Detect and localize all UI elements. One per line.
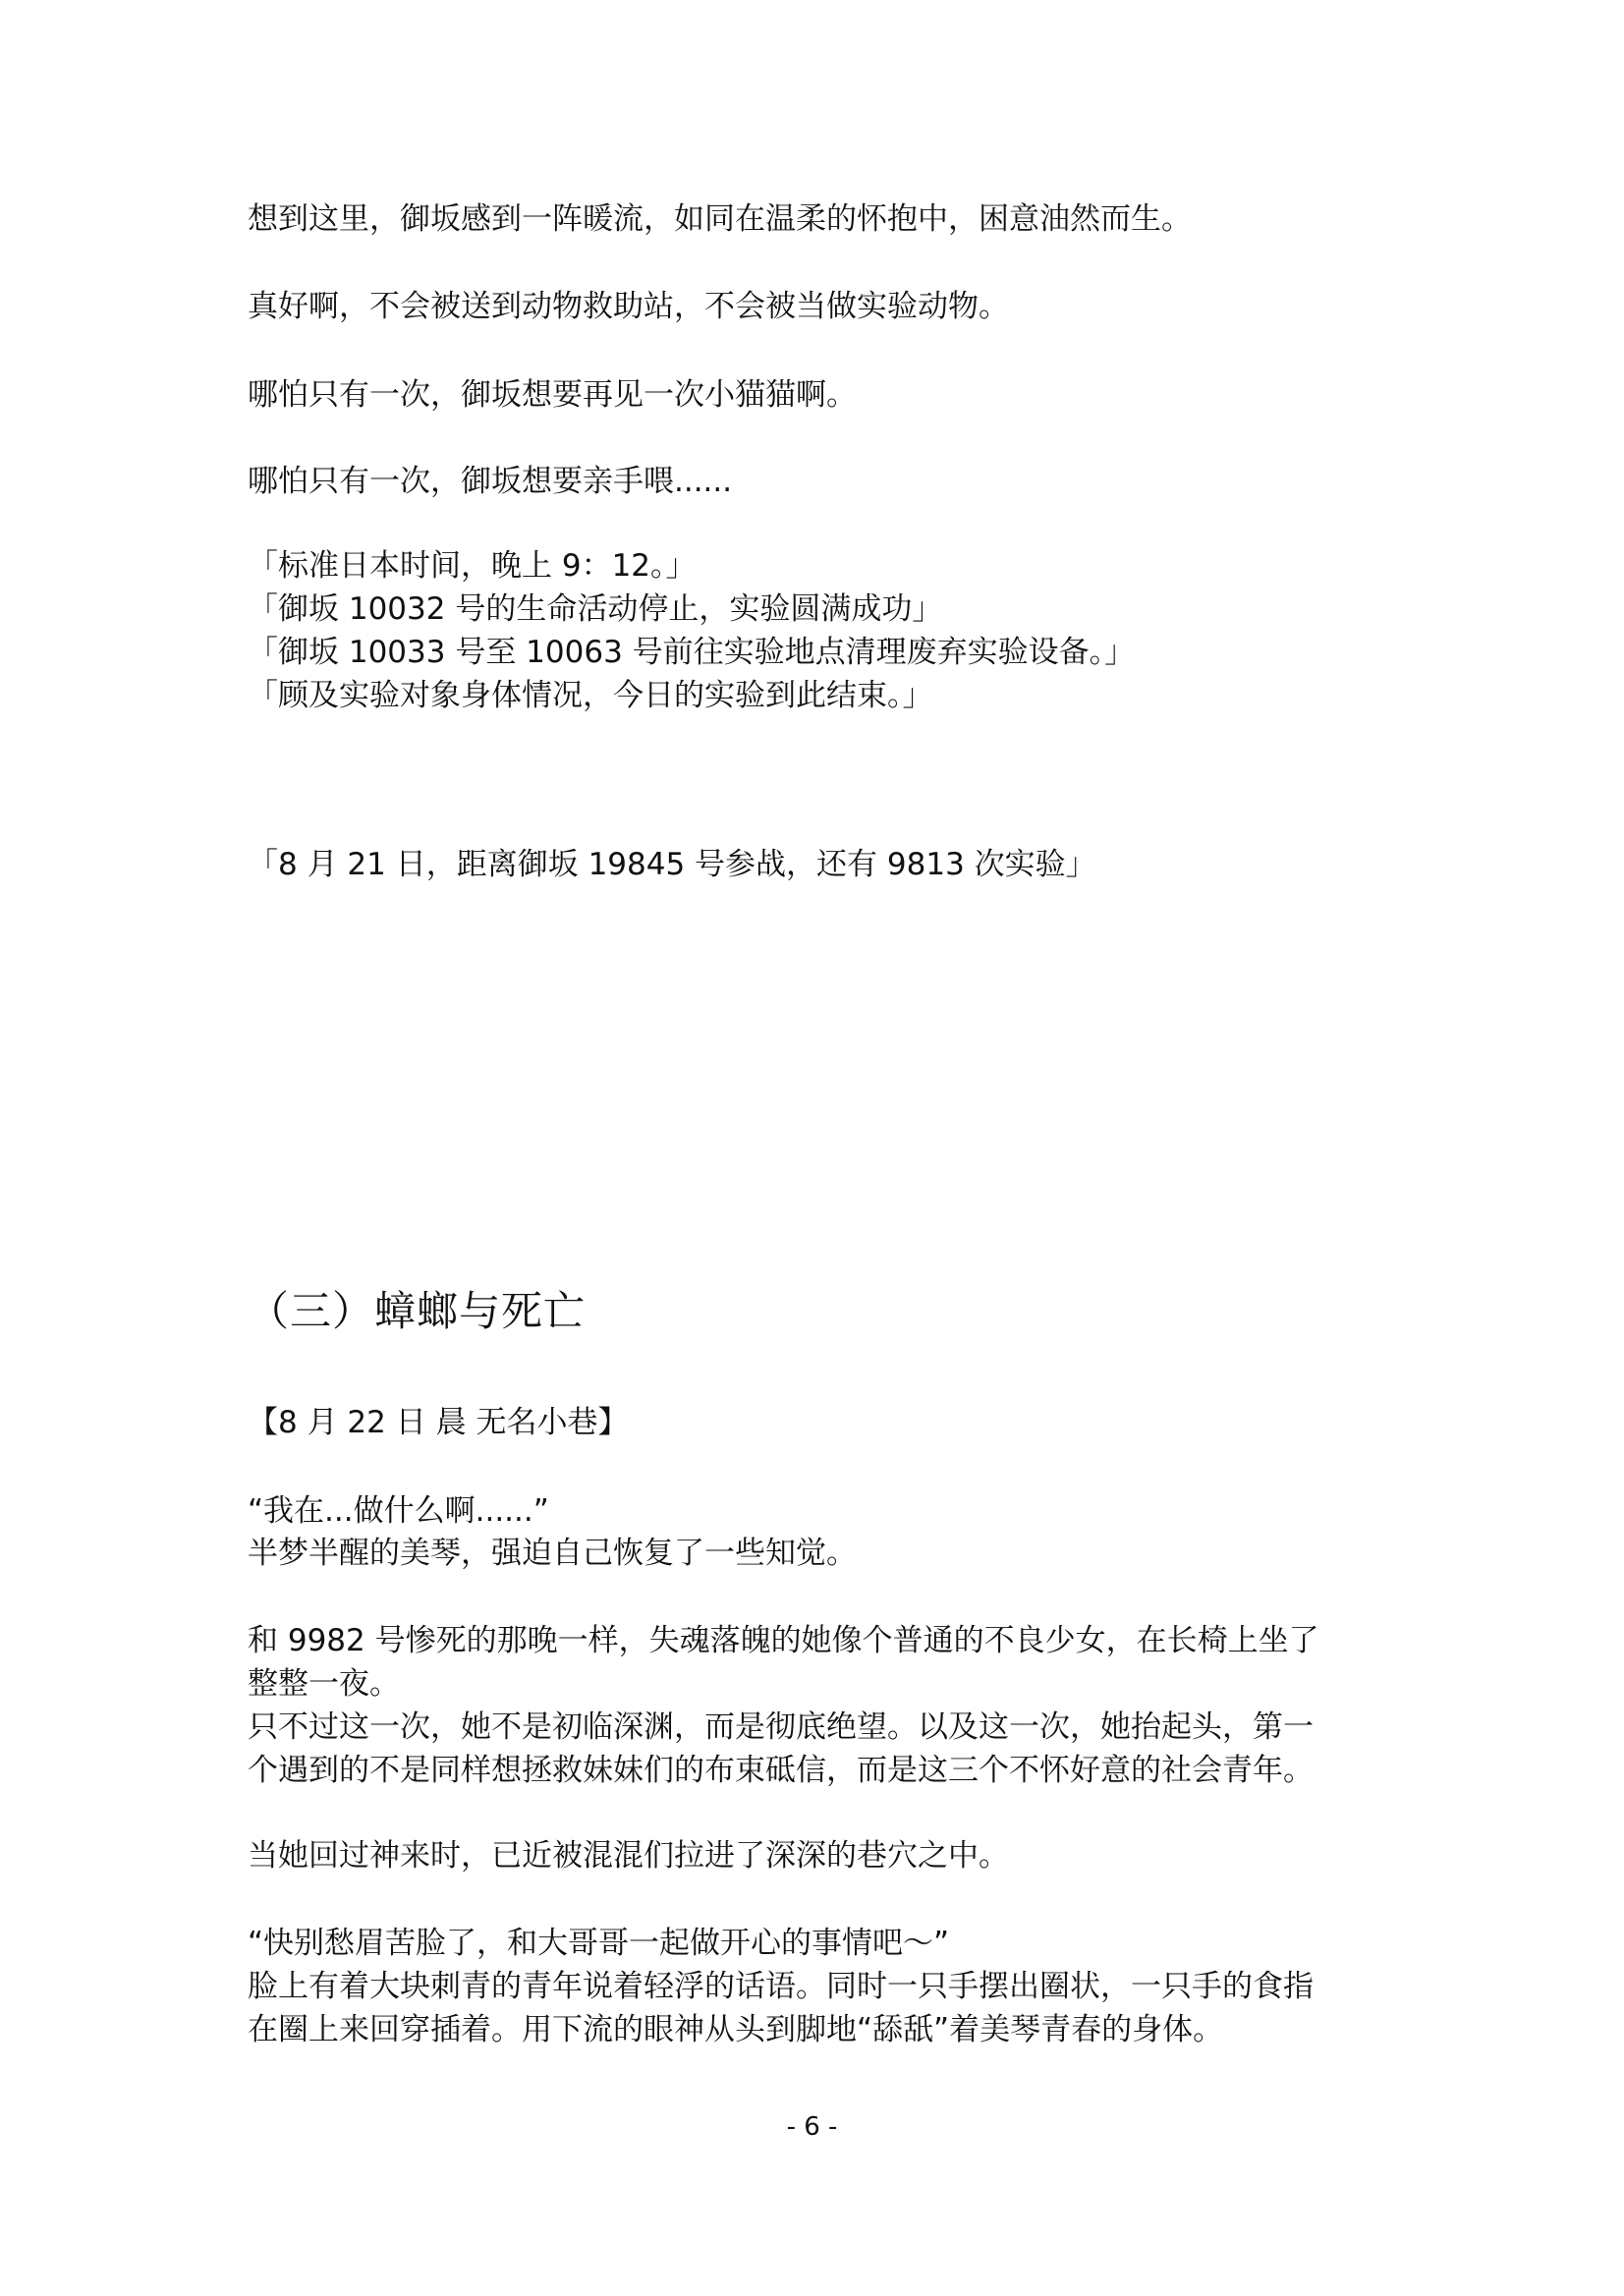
body-line-2: 半梦半醒的美琴，强迫自己恢复了一些知觉。: [248, 1536, 857, 1571]
announcement-success: 「御坂 10032 号的生命活动停止，实验圆满成功」: [248, 591, 943, 627]
page-number: - 6 -: [786, 2112, 838, 2142]
chapter-title: （三）蟑螂与死亡: [248, 1287, 587, 1335]
countdown-notice: 「8 月 21 日，距离御坂 19845 号参战，还有 9813 次实验」: [248, 847, 1096, 882]
announcement-time: 「标准日本时间，晚上 9：12。」: [248, 548, 697, 584]
paragraph-see-cat: 哪怕只有一次，御坂想要再见一次小猫猫啊。: [248, 377, 857, 413]
paragraph-feed-cat: 哪怕只有一次，御坂想要亲手喂......: [248, 464, 733, 499]
body-line-4: 整整一夜。: [248, 1666, 400, 1702]
announcement-end: 「顾及实验对象身体情况，今日的实验到此结束。」: [248, 678, 933, 713]
body-line-9: 脸上有着大块刺青的青年说着轻浮的话语。同时一只手摆出圈状，一只手的食指: [248, 1969, 1314, 2004]
body-line-5: 只不过这一次，她不是初临深渊，而是彻底绝望。以及这一次，她抬起头，第一: [248, 1709, 1314, 1745]
body-line-10: 在圈上来回穿插着。用下流的眼神从头到脚地“舔舐”着美琴青春的身体。: [248, 2012, 1224, 2047]
body-line-7: 当她回过神来时，已近被混混们拉进了深深的巷穴之中。: [248, 1838, 1009, 1874]
paragraph-warmth: 想到这里，御坂感到一阵暖流，如同在温柔的怀抱中，困意油然而生。: [248, 201, 1192, 237]
scene-header: 【8 月 22 日 晨 无名小巷】: [248, 1405, 629, 1440]
body-line-3: 和 9982 号惨死的那晚一样，失魂落魄的她像个普通的不良少女，在长椅上坐了: [248, 1623, 1319, 1658]
paragraph-relief: 真好啊，不会被送到动物救助站，不会被当做实验动物。: [248, 289, 1009, 324]
body-line-8: “快别愁眉苦脸了，和大哥哥一起做开心的事情吧～”: [248, 1926, 950, 1961]
body-line-1: “我在...做什么啊......”: [248, 1493, 549, 1529]
announcement-cleanup: 「御坂 10033 号至 10063 号前往实验地点清理废弃实验设备。」: [248, 635, 1136, 670]
body-line-6: 个遇到的不是同样想拯救妹妹们的布束砥信，而是这三个不怀好意的社会青年。: [248, 1753, 1314, 1788]
